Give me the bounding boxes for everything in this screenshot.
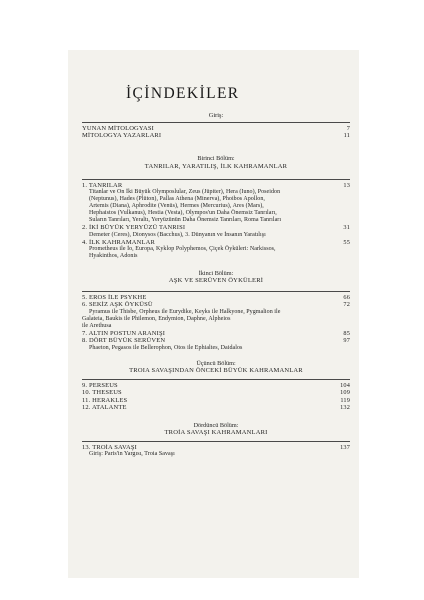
description-line: Hyakinthos, Adonis xyxy=(89,253,138,260)
toc-entry-label: MİTOLOGYA YAZARLARI xyxy=(82,132,162,139)
divider xyxy=(82,291,350,292)
toc-entry-label: 7. ALTIN POSTUN ARANIŞI xyxy=(82,329,166,337)
toc-entry-page: 109 xyxy=(340,389,350,397)
toc-entry xyxy=(82,301,350,308)
divider xyxy=(82,441,350,442)
toc-entry-label: 12. ATALANTE xyxy=(82,404,127,412)
description-line: Galateia, Baukis ile Philemon, Endymion, Daphne, Alpheios xyxy=(82,315,231,322)
toc-entry-page: 13 xyxy=(343,181,350,189)
toc-entry-label: 13. TROİA SAVAŞI xyxy=(82,443,137,451)
toc-entry-page: 104 xyxy=(340,381,350,389)
intro-heading: Giriş: xyxy=(208,112,224,119)
toc-entry-page: 85 xyxy=(343,329,350,337)
toc-entry-label: 11. HERAKLES xyxy=(82,396,128,404)
toc-entry-label: 6. SEKİZ AŞK ÖYKÜSÜ xyxy=(82,301,153,309)
part2-heading: İkinci Bölüm: xyxy=(198,269,234,277)
toc-entry-label: YUNAN MİTOLOGYASI xyxy=(82,124,154,132)
description-line: (Neptunus), Hades (Plüton), Pallas Athena (Minerva), Phoibos Apollon, xyxy=(89,196,265,203)
toc-entry-label: 1. TANRILAR xyxy=(82,181,123,189)
toc-entry xyxy=(82,125,350,132)
toc-entry-page: 119 xyxy=(340,396,350,404)
description-line: Prometheus ile İo, Europa, Kyklop Polyphemos, Çiçek Öyküleri: Narkissos, xyxy=(89,246,276,253)
description-line: Artemis (Diana), Aphrodite (Venüs), Hermes (Mercurius), Ares (Mars), xyxy=(89,203,264,210)
description-line: Suların Tanrıları, Yeraltı, Yeryüzünün Daha Önemsiz Tanrıları, Roma Tanrıları xyxy=(89,217,282,224)
part3-title: TROIA SAVAŞINDAN ÖNCEKİ BÜYÜK KAHRAMANLAR xyxy=(129,367,303,375)
toc-entry-page: 66 xyxy=(343,293,350,301)
description-line: Phaeton, Pegasos ile Bellerophon, Otos ile Ephialtes, Daidalos xyxy=(89,344,243,351)
book-page xyxy=(68,50,359,578)
part2-title: AŞK VE SERÜVEN ÖYKÜLERİ xyxy=(168,277,264,285)
description-line: ile Arethusa xyxy=(82,322,112,329)
toc-entry xyxy=(82,294,350,301)
toc-entry-description xyxy=(82,232,350,239)
toc-entry-page: 72 xyxy=(343,301,350,309)
divider xyxy=(82,122,350,123)
divider xyxy=(82,179,350,180)
toc-entry-page: 55 xyxy=(343,238,350,246)
toc-entry-page: 97 xyxy=(343,337,350,345)
description-line: Pyramus ile Thisbe, Orpheus ile Eurydike, Keyks ile Halkyone, Pygmalion ile xyxy=(89,308,281,315)
toc-entry-label: 10. THESEUS xyxy=(82,389,122,397)
toc-entry-page: 11 xyxy=(343,132,350,139)
description-line: Demeter (Ceres), Dionysos (Bacchus), 3. Dünyanın ve İnsanın Yaratılışı xyxy=(89,231,266,238)
toc-entry xyxy=(82,389,350,396)
toc-entry xyxy=(82,397,350,404)
toc-entry-label: 9. PERSEUS xyxy=(82,381,118,389)
toc-entry xyxy=(82,382,350,389)
toc-entry xyxy=(82,182,350,189)
toc-entry-page: 132 xyxy=(340,404,350,412)
toc-entry-label: 8. DÖRT BÜYÜK SERÜVEN xyxy=(82,337,166,345)
part1-heading: Birinci Bölüm: xyxy=(197,155,235,163)
toc-entry-page: 7 xyxy=(346,124,350,132)
page-title: İÇİNDEKİLER xyxy=(126,85,240,102)
description-line: Hephaistos (Vulkanus), Hestia (Vesta), Olympos'un Daha Önemsiz Tanrıları, xyxy=(89,210,277,217)
part4-heading: Dördüncü Bölüm: xyxy=(193,421,239,429)
toc-entry-page: 31 xyxy=(343,224,350,232)
description-line: Titanlar ve On İki Büyük Olymposlular, Zeus (Jüpiter), Hera (Iuno), Poseidon xyxy=(89,189,281,195)
toc xyxy=(82,112,350,458)
part1-title: TANRILAR, YARATILIŞ, İLK KAHRAMANLAR xyxy=(144,163,288,170)
toc-entry-page: 137 xyxy=(340,443,350,451)
description-line: Giriş: Paris'in Yargısı, Troia Savaşı xyxy=(89,451,175,458)
toc-entry xyxy=(82,330,350,337)
toc-entry-description xyxy=(82,451,350,458)
toc-entry-description xyxy=(82,345,350,352)
toc-entry-description xyxy=(82,309,350,330)
part3-heading: Üçüncü Bölüm: xyxy=(196,359,236,367)
part4-title: TROİA SAVAŞI KAHRAMANLARI xyxy=(164,429,268,437)
toc-entry xyxy=(82,404,350,411)
toc-entry xyxy=(82,444,350,451)
toc-entry-description xyxy=(82,246,350,260)
divider xyxy=(82,379,350,380)
toc-entry-label: 2. İKİ BÜYÜK YERYÜZÜ TANRISI xyxy=(82,224,186,232)
toc-entry-label: 5. EROS İLE PSYKHE xyxy=(82,293,147,301)
toc-entry-description xyxy=(82,189,350,224)
toc-entry xyxy=(82,337,350,344)
toc-entry xyxy=(82,224,350,231)
toc-entry-label: 4. İLK KAHRAMANLAR xyxy=(82,238,155,246)
toc-entry xyxy=(82,132,350,139)
